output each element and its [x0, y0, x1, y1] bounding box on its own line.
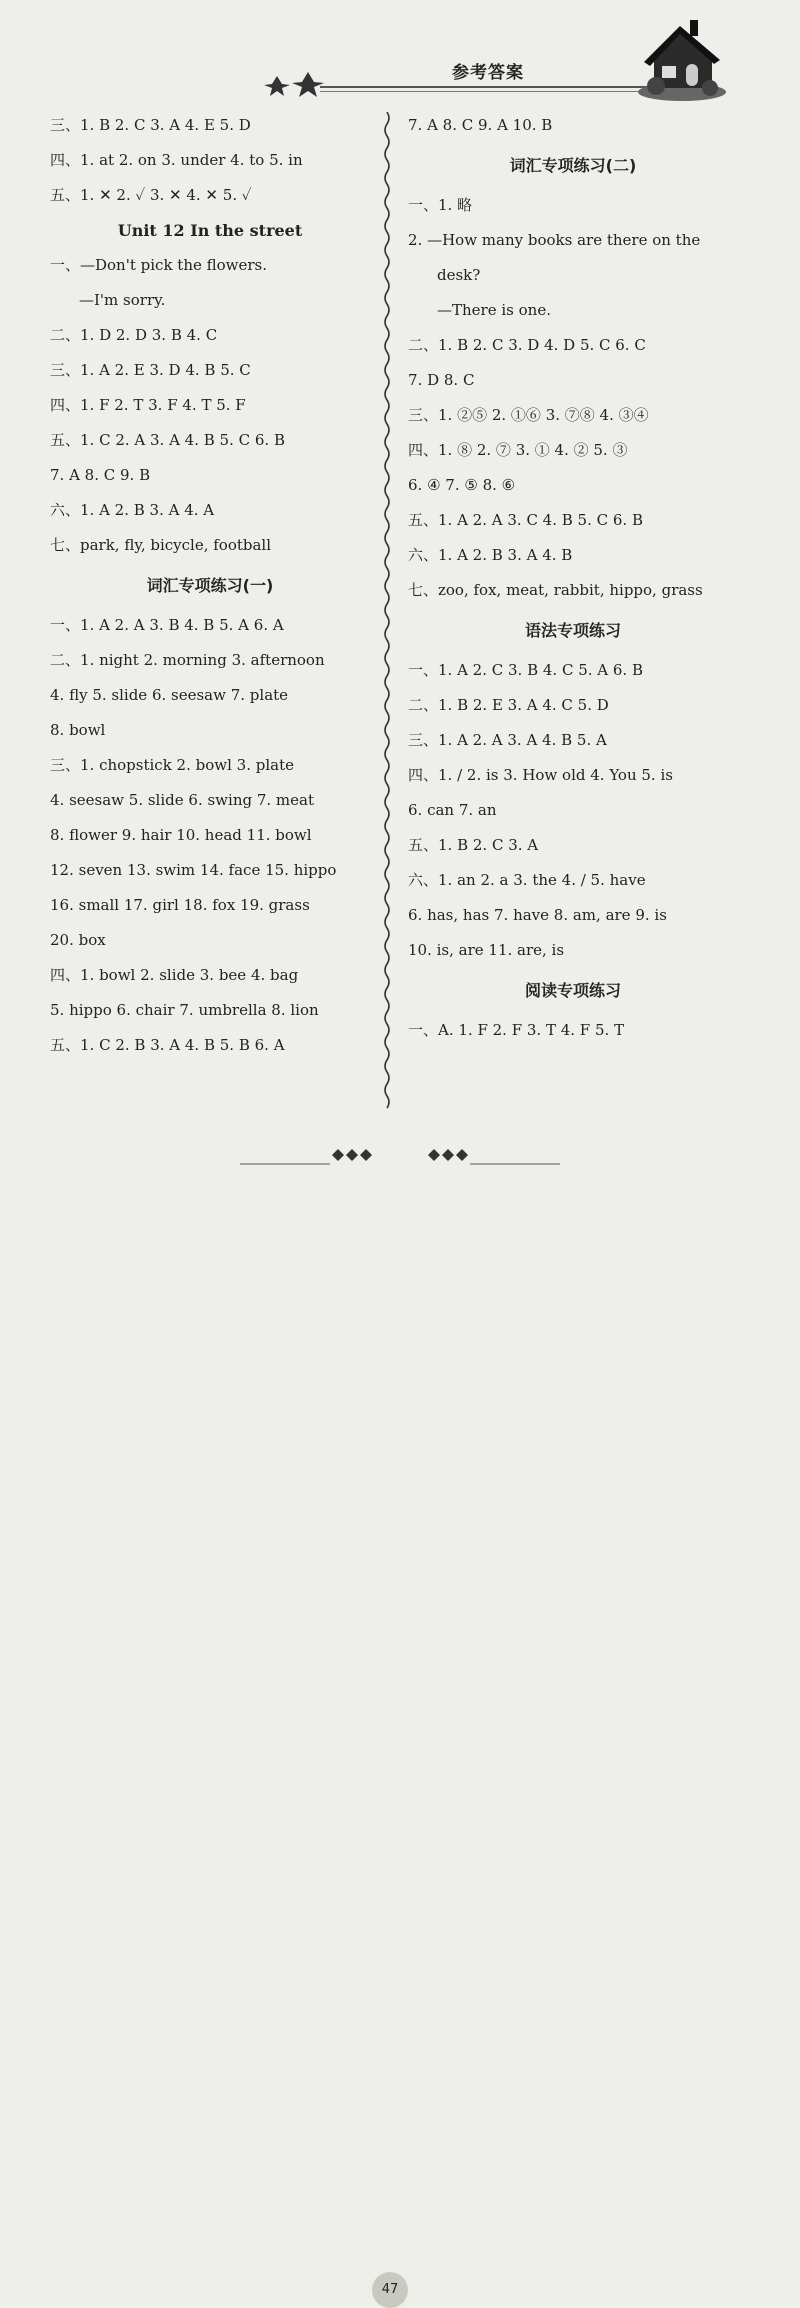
answer-line: 三、1. A 2. E 3. D 4. B 5. C	[50, 361, 251, 379]
answer-line: 一、1. A 2. C 3. B 4. C 5. A 6. B	[408, 661, 643, 679]
header-rule	[320, 86, 650, 88]
answer-line: 七、zoo, fox, meat, rabbit, hippo, grass	[408, 581, 703, 599]
answer-line: 6. ④ 7. ⑤ 8. ⑥	[408, 476, 516, 494]
answer-line: 7. D 8. C	[408, 371, 475, 389]
answer-line: 三、1. ②⑤ 2. ①⑥ 3. ⑦⑧ 4. ③④	[408, 406, 649, 424]
answer-line: 四、1. at 2. on 3. under 4. to 5. in	[50, 151, 303, 169]
answer-line: 12. seven 13. swim 14. face 15. hippo	[50, 861, 337, 879]
page-number: 47	[372, 2272, 408, 2308]
answer-line: 5. hippo 6. chair 7. umbrella 8. lion	[50, 1001, 319, 1019]
header-rule-thin	[320, 91, 650, 92]
answer-line: 4. seesaw 5. slide 6. swing 7. meat	[50, 791, 314, 809]
answer-column-right	[408, 108, 738, 1048]
answer-line: 二、1. B 2. E 3. A 4. C 5. D	[408, 696, 609, 714]
footer-ornament	[240, 1135, 560, 1175]
answer-line: 七、park, fly, bicycle, football	[50, 536, 272, 554]
answer-line: 五、1. B 2. C 3. A	[408, 836, 539, 854]
section-heading: 词汇专项练习(一)	[146, 576, 274, 595]
answer-line: desk?	[437, 266, 481, 284]
page-title: 参考答案	[452, 63, 524, 83]
answer-line: 五、1. ✕ 2. ✓ 3. ✕ 4. ✕ 5. ✓	[50, 186, 252, 204]
answer-line: —I'm sorry.	[79, 291, 166, 309]
answer-line: 2. —How many books are there on the	[408, 231, 701, 249]
answer-line: 六、1. A 2. B 3. A 4. A	[50, 501, 215, 519]
answer-line: —There is one.	[437, 301, 551, 319]
answer-line: 四、1. / 2. is 3. How old 4. You 5. is	[408, 766, 673, 784]
answer-line: 四、1. bowl 2. slide 3. bee 4. bag	[50, 966, 299, 984]
answer-line: 三、1. A 2. A 3. A 4. B 5. A	[408, 731, 607, 749]
answer-line: 二、1. D 2. D 3. B 4. C	[50, 326, 218, 344]
answer-line: 五、1. C 2. A 3. A 4. B 5. C 6. B	[50, 431, 285, 449]
answer-line: 6. can 7. an	[408, 801, 497, 819]
answer-line: 四、1. ⑧ 2. ⑦ 3. ① 4. ② 5. ③	[408, 441, 628, 459]
section-heading: 语法专项练习	[524, 621, 621, 640]
answer-line: 五、1. C 2. B 3. A 4. B 5. B 6. A	[50, 1036, 285, 1054]
house-icon	[630, 18, 730, 103]
page-header	[0, 0, 800, 120]
answer-line: 8. bowl	[50, 721, 106, 739]
answer-line: 五、1. A 2. A 3. C 4. B 5. C 6. B	[408, 511, 643, 529]
section-heading: 词汇专项练习(二)	[509, 156, 637, 175]
section-heading: 阅读专项练习	[524, 981, 621, 1000]
answer-line: 三、1. chopstick 2. bowl 3. plate	[50, 756, 294, 774]
answer-column-left	[50, 108, 370, 1063]
answer-line: 四、1. F 2. T 3. F 4. T 5. F	[50, 396, 246, 414]
answer-line: 6. has, has 7. have 8. am, are 9. is	[408, 906, 667, 924]
answer-line: 16. small 17. girl 18. fox 19. grass	[50, 896, 310, 914]
answer-line: 10. is, are 11. are, is	[408, 941, 565, 959]
answer-line: 一、—Don't pick the flowers.	[50, 256, 268, 274]
answer-line: 一、1. A 2. A 3. B 4. B 5. A 6. A	[50, 616, 284, 634]
answer-line: 一、1. 略	[408, 196, 473, 214]
star-decoration-icon	[262, 64, 332, 104]
answer-line: 二、1. B 2. C 3. D 4. D 5. C 6. C	[408, 336, 646, 354]
answer-line: 4. fly 5. slide 6. seesaw 7. plate	[50, 686, 289, 704]
answer-line: 六、1. an 2. a 3. the 4. / 5. have	[408, 871, 646, 889]
unit-title: Unit 12 In the street	[117, 221, 303, 240]
page-footer	[0, 1135, 800, 2297]
answer-line: 8. flower 9. hair 10. head 11. bowl	[50, 826, 312, 844]
answer-line: 一、A. 1. F 2. F 3. T 4. F 5. T	[408, 1021, 625, 1039]
answer-line: 7. A 8. C 9. A 10. B	[408, 116, 553, 134]
answer-line: 20. box	[50, 931, 106, 949]
answer-line: 六、1. A 2. B 3. A 4. B	[408, 546, 573, 564]
column-divider	[383, 112, 391, 1112]
answer-line: 三、1. B 2. C 3. A 4. E 5. D	[50, 116, 251, 134]
answer-line: 二、1. night 2. morning 3. afternoon	[50, 651, 325, 669]
answer-line: 7. A 8. C 9. B	[50, 466, 151, 484]
